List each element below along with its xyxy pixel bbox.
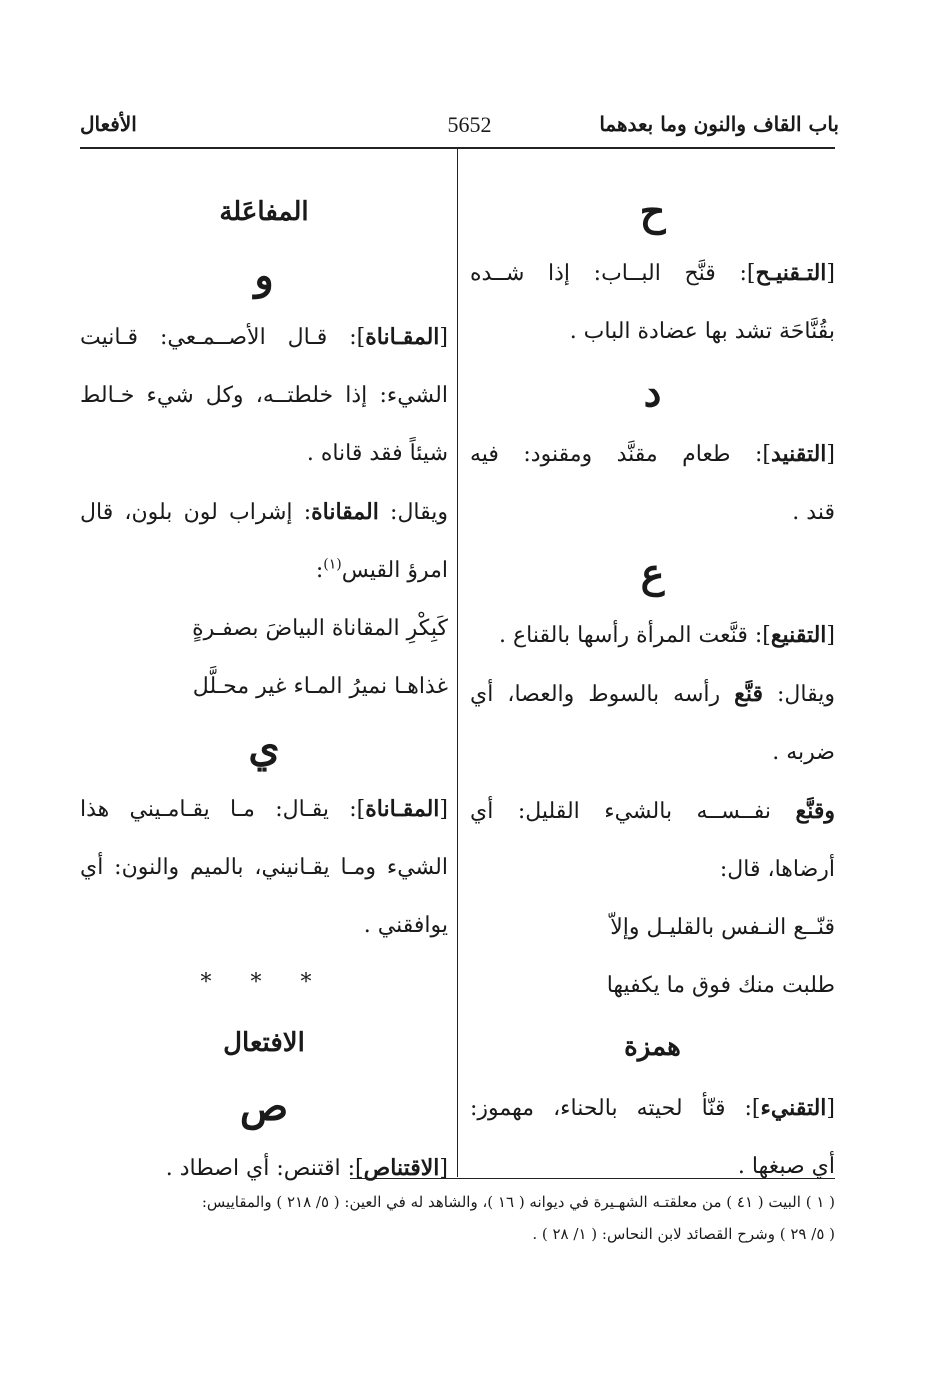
entry-muqanat3-line-3: يوافقني . [363, 913, 448, 938]
entry-muqanat-line-2: الشيء: إذا خلطتــه، وكل شيء خـالط [80, 383, 448, 408]
entry-tanqih-line-2: بقُنَّاحَة تشد بها عضادة الباب . [569, 319, 835, 344]
entry-iqtinas-keyword: الاقتناص [363, 1155, 440, 1181]
entry-tanqih-text: ]: قنَّح البــاب: إذا شــده [470, 261, 756, 286]
muqanat2-rest: : إشراب لون بلون، قال [80, 500, 312, 525]
entry-muqanat3-line-1: [المقـاناة]: يقـال: مـا يقـامـيني هذا [80, 796, 448, 822]
letter-heading-ha: ح [639, 188, 666, 235]
entry-tanqi-line-5: أرضاها، قال: [719, 857, 835, 882]
poet-colon: : [315, 558, 324, 583]
verse-line-1: قنّــع النـفس بالقليـل وإلاّ [610, 915, 835, 940]
section-title-hamza: همزة [624, 1032, 681, 1062]
yuqal2-prefix: ويقال: [378, 500, 448, 525]
entry-tanqi-text: ]: قنَّعت المرأة رأسها بالقناع . [499, 623, 771, 648]
entry-tanqih-line-1: [التـقنيـح]: قنَّح البــاب: إذا شــده [470, 260, 835, 286]
poet-name: امرؤ القيس [341, 558, 448, 583]
entry-muqanat-text: ]: قـال الأصــمـعي: قـانيت [80, 325, 366, 350]
entry-muqanat3-line-2: الشيء ومـا يقـانيني، بالميم والنون: أي [80, 855, 448, 880]
entry-taqni-line-2: أي صبغها . [737, 1154, 835, 1179]
entry-tanqi-keyword: التقنيع [770, 622, 827, 648]
letter-heading-sad: ص [239, 1083, 289, 1130]
section-separator-stars: * * * [200, 970, 328, 995]
entry-tanqid-line-2: قند . [792, 500, 835, 525]
footnote-line-1: ( ١ ) البيت ( ٤١ ) من معلقتـه الشهـيرة في ديوانه ( ١٦ )، والشاهد له في العين: ( ٥/ ٢١٨ ) والمقاييس: [201, 1193, 835, 1211]
entry-tanqi-line-3: ضربه . [772, 740, 835, 765]
entry-muqanat-line-5 [80, 542, 448, 600]
letter-heading-ain: ع [640, 550, 665, 597]
entry-muqanat-line-3: شيئاً فقد قاناه . [306, 441, 448, 466]
entry-muqanat-keyword: المقـاناة [365, 324, 440, 350]
page-number: 5652 [447, 112, 492, 137]
qanna2-keyword: وقنَّع [795, 798, 835, 824]
column-divider [457, 149, 458, 1177]
entry-tanqih-keyword: التـقنيـح [755, 260, 827, 286]
entry-tanqi-line-4 [470, 782, 835, 841]
section-title-iftial: الافتعال [223, 1028, 305, 1058]
entry-taqni-keyword: التقنيء [760, 1095, 827, 1121]
right-column [470, 180, 835, 1196]
entry-tanqid-keyword: التقنيد [770, 441, 827, 467]
qanna-keyword: قنَّع [734, 681, 764, 707]
left-column [80, 180, 448, 1198]
yuqal-prefix: ويقال: [763, 682, 835, 707]
running-head-chapter: باب القاف والنون وما بعدهما [599, 112, 839, 136]
entry-taqni-line-1: [التقنيء]: قنّأ لحيته بالحناء، مهموز: [470, 1095, 835, 1121]
footnote [80, 1186, 835, 1250]
letter-heading-ya: ي [248, 724, 280, 771]
letter-heading-waw: و [254, 252, 274, 299]
verse-line-2: غذاهـا نميرُ المـاء غير محـلَّل [192, 674, 448, 699]
footnote-reference: (١) [323, 556, 342, 573]
qanna2-rest: نفــســه بالشيء القليل: أي [470, 799, 796, 824]
muqanat2-keyword: المقاناة [311, 499, 379, 525]
entry-muqanat-line-4 [80, 483, 448, 542]
verse-line-1: كَبِكْرِ المقاناة البياضَ بصفـرةٍ [192, 616, 448, 641]
running-head-section: الأفعال [80, 112, 137, 136]
entry-tanqid-line-1: [التقنيد]: طعام مقنَّد ومقنود: فيه [470, 441, 835, 467]
entry-tanqi-line-1: [التقنيع]: قنَّعت المرأة رأسها بالقناع . [499, 622, 835, 648]
section-title-mufaala: المفاعَلة [219, 197, 309, 227]
entry-tanqid-text: ]: طعام مقنَّد ومقنود: فيه [470, 442, 771, 467]
entry-tanqi-line-2 [470, 665, 835, 724]
entry-iqtinas-text: ]: اقتنص: أي اصطاد . [165, 1156, 364, 1181]
footnote-line-2: ( ٥/ ٢٩ ) وشرح القصائد لابن النحاس: ( ١/ ٢٨ ) . [532, 1225, 835, 1243]
entry-muqanat-line-1: [المقـاناة]: قـال الأصــمـعي: قـانيت [80, 324, 448, 350]
yuqal-rest: رأسه بالسوط والعصا، أي [470, 682, 735, 707]
verse-line-2: طلبت منك فوق ما يكفيها [606, 973, 835, 998]
footnote-rule [350, 1178, 835, 1179]
entry-taqni-text: ]: قنّأ لحيته بالحناء، مهموز: [470, 1096, 761, 1121]
entry-muqanat3-keyword: المقـاناة [365, 796, 440, 822]
letter-heading-dal: د [643, 369, 662, 416]
entry-muqanat3-text: ]: يقـال: مـا يقـامـيني هذا [80, 797, 366, 822]
entry-iqtinas-line-1: [الاقتناص]: اقتنص: أي اصطاد . [165, 1155, 448, 1181]
